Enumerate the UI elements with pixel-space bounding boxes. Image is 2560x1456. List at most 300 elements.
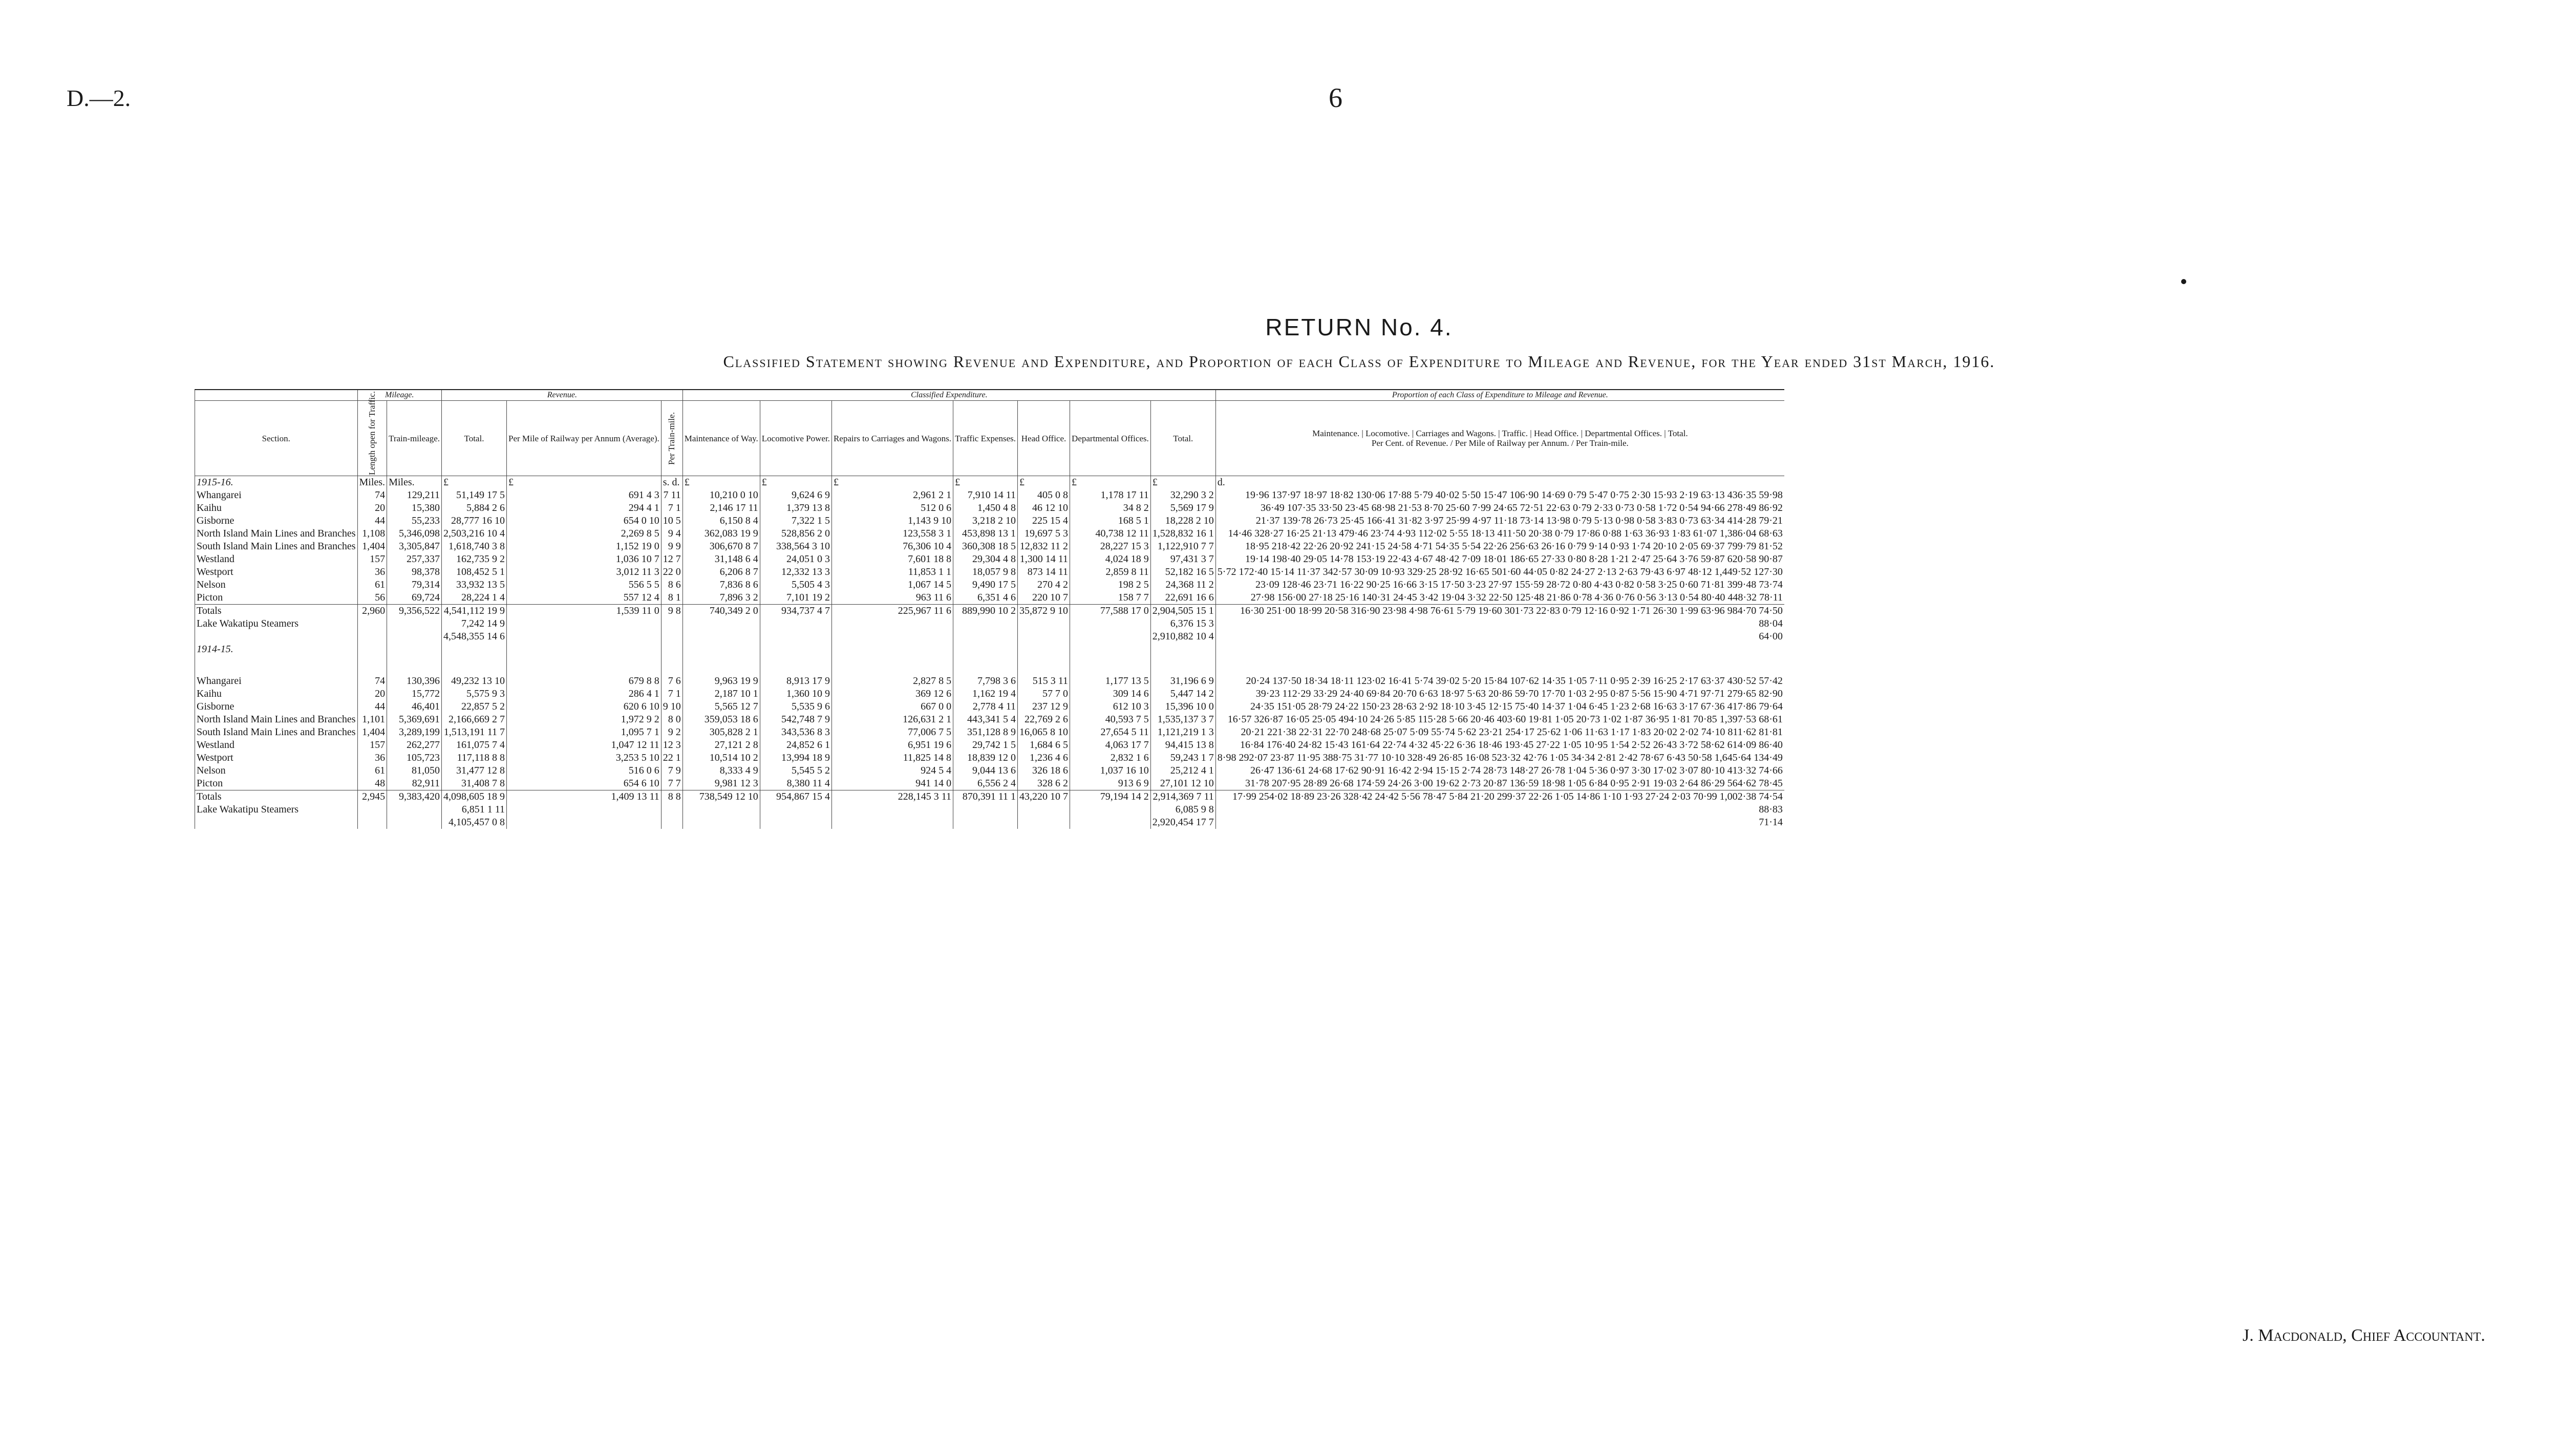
table-cell: 40,593 7 5	[1070, 713, 1151, 726]
table-cell: 27,654 5 11	[1070, 726, 1151, 739]
table-cell: 1,121,219 1 3	[1150, 726, 1215, 739]
table-cell: 1,300 14 11	[1018, 553, 1070, 566]
table-cell: 556 5 5	[507, 579, 662, 591]
table-cell: 157	[357, 553, 387, 566]
table-cell: 6,150 8 4	[682, 515, 760, 527]
table-cell: 12,832 11 2	[1018, 540, 1070, 553]
section-group-header	[195, 390, 358, 401]
table-cell: 6,556 2 4	[953, 777, 1018, 790]
table-cell: 162,735 9 2	[442, 553, 507, 566]
table-cell: 1,513,191 11 7	[442, 726, 507, 739]
expenditure-total-header: Total.	[1150, 401, 1215, 476]
table-cell: 3,218 2 10	[953, 515, 1018, 527]
table-cell: 61	[357, 764, 387, 777]
table-cell: 2,503,216 10 4	[442, 527, 507, 540]
length-header: Length open for Traffic.	[357, 401, 387, 476]
table-cell: 74	[357, 489, 387, 502]
table-cell: 16,065 8 10	[1018, 726, 1070, 739]
table-cell: 453,898 13 1	[953, 527, 1018, 540]
signature: J. Macdonald, Chief Accountant.	[2243, 1326, 2485, 1345]
table-cell: 61	[357, 579, 387, 591]
table-cell: 873 14 11	[1018, 566, 1070, 579]
table-cell: 4,098,605 18 9	[442, 790, 507, 804]
table-row	[195, 566, 1784, 579]
table-cell: 654 6 10	[507, 777, 662, 790]
table-cell: 88·83	[1215, 803, 1784, 816]
table-cell: 542,748 7 9	[760, 713, 831, 726]
table-row	[195, 675, 1784, 688]
revenue-group-header: Revenue.	[442, 390, 683, 401]
table-cell: 4,024 18 9	[1070, 553, 1151, 566]
totals-row	[195, 790, 1784, 804]
table-cell: South Island Main Lines and Branches	[195, 726, 358, 739]
table-cell: 528,856 2 0	[760, 527, 831, 540]
table-cell: 870,391 11 1	[953, 790, 1018, 804]
table-cell: 31·78 207·95 28·89 26·68 174·59 24·26 3·00 19·62 2·73 20·87 136·59 18·98 1·05 6·84 0·95 2·91 19·03 2·64 86·29 564·62 78·45	[1215, 777, 1784, 790]
table-cell: 294 4 1	[507, 502, 662, 515]
page-number: 6	[1329, 82, 1342, 113]
repairs-header: Repairs to Carriages and Wagons.	[831, 401, 953, 476]
table-cell: 359,053 18 6	[682, 713, 760, 726]
table-cell: 44	[357, 700, 387, 713]
lake-wakatipu-row	[195, 617, 1784, 630]
table-cell: 2,910,882 10 4	[1150, 630, 1215, 643]
table-cell: 74	[357, 675, 387, 688]
table-cell: 2,166,669 2 7	[442, 713, 507, 726]
table-cell: 5,565 12 7	[682, 700, 760, 713]
table-cell: 36·49 107·35 33·50 23·45 68·98 21·53 8·70 25·60 7·99 24·65 72·51 22·63 0·79 2·33 0·73 0·58 1·72 0·54 94·66 278·49 86·92	[1215, 502, 1784, 515]
table-cell: 512 0 6	[831, 502, 953, 515]
table-cell: 10,514 10 2	[682, 752, 760, 764]
table-cell: 27,101 12 10	[1150, 777, 1215, 790]
table-cell: 338,564 3 10	[760, 540, 831, 553]
table-cell: 123,558 3 1	[831, 527, 953, 540]
grand-total-row	[195, 816, 1784, 829]
table-cell: 7 1	[661, 502, 682, 515]
table-cell: 16·57 326·87 16·05 25·05 494·10 24·26 5·85 115·28 5·66 20·46 403·60 19·81 1·05 20·73 1·02 1·87 36·95 1·81 70·85 1,397·53 68·61	[1215, 713, 1784, 726]
table-cell: 8,333 4 9	[682, 764, 760, 777]
table-cell: 46,401	[387, 700, 442, 713]
table-cell: 270 4 2	[1018, 579, 1070, 591]
table-cell: 305,828 2 1	[682, 726, 760, 739]
table-cell: 12 3	[661, 739, 682, 752]
table-cell: 1,108	[357, 527, 387, 540]
table-cell: 27,121 2 8	[682, 739, 760, 752]
table-cell: 5,884 2 6	[442, 502, 507, 515]
table-cell: 29,742 1 5	[953, 739, 1018, 752]
table-cell: 262,277	[387, 739, 442, 752]
table-cell: 654 0 10	[507, 515, 662, 527]
table-cell: 11,825 14 8	[831, 752, 953, 764]
table-cell: 8 0	[661, 713, 682, 726]
table-cell: Westland	[195, 553, 358, 566]
table-cell: 2,920,454 17 7	[1150, 816, 1215, 829]
table-cell: Nelson	[195, 579, 358, 591]
table-cell: 36	[357, 752, 387, 764]
table-cell: 286 4 1	[507, 688, 662, 700]
table-row	[195, 777, 1784, 790]
table-cell: 157	[357, 739, 387, 752]
table-cell: 6,206 8 7	[682, 566, 760, 579]
table-cell: 9,044 13 6	[953, 764, 1018, 777]
year-1916-body: 1915-16. Miles. Miles. £ £ s. d. £ £ £ £ £ £ £ d. Whangarei 74 129,211 51,149 17 5 691 4 3 7 11 10,210 0 10 9,624 6 9 2,961 2 1 7,910 14 11 405 0 8 1,178 17 11 32,290 3 2 19·96 137·97 18·97 18·82 130·06 17·88 5·79 40·02 5·50 15·47 106·90 14·69 0·79 5·47 0·75 2·30 15·93 2·19 63·13 436·35 59·98 Kaihu 20 15,380 5,884 2 6 294 4 1 7 1 2,146 17 11 1,379 13 8 512 0 6 1,450 4 8 46 12 10 34 8 2 5,569 17 9 36·49 107·35 33·50 23·45 68·98 21·53 8·70 25·60 7·99 24·65 72·51 22·63 0·79 2·33 0·73 0·58 1·72 0·54 94·66 278·49 86·92 Gisborne 44 55,233 28,777 16 10 654 0 10 10 5 6,150 8 4 7,322 1 5 1,143 9 10 3,218 2 10 225 15 4 168 5 1 18,228 2 10 21·37 139·78 26·73 25·45 166·41 31·82 3·97 25·99 4·97 11·18 73·14 13·98 0·79 5·13 0·98 0·58 3·83 0·73 63·34 414·28 79·21 North Island Main Lines and Branches 1,108 5,346,098 2,503,216 10 4 2,269 8 5 9 4 362,083 19 9 528,856 2 0 123,558 3 1 453,898 13 1 19,697 5 3 40,738 12 11 1,528,832 16 1 14·46 328·27 16·25 21·13 479·46 23·74 4·93 112·02 5·55 18·13 411·50 20·38 0·79 17·86 0·88 1·63 36·93 1·83 61·07 1,386·04 68·63 South Island Main Lines and Branches 1,404 3,305,847 1,618,740 3 8 1,152 19 0 9 9 306,670 8 7 338,564 3 10 76,306 10 4 360,308 18 5 12,832 11 2 28,227 15 3 1,122,910 7 7 18·95 218·42 22·26 20·92 241·15 24·58 4·71 54·35 5·54 22·26 256·63 26·16 0·79 9·14 0·93 1·74 20·10 2·05 69·37 799·79 81·52 Westland 157 257,337 162,735 9 2 1,036 10 7 12 7 31,148 6 4 24,051 0 3 7,601 18 8 29,304 4 8 1,300 14 11 4,024 18 9 97,431 3 7 19·14 198·40 29·05 14·78 153·19 22·43 4·67 48·42 7·09 18·01 186·65 27·33 0·80 8·28 1·21 2·47 25·64 3·76 59·87 620·58 90·87 Westport 36 98,378 108,452 5 1 3,012 11 3 22 0 6,206 8 7 12,332 13 3 11,853 1 1 18,057 9 8 873 14 11 2,859 8 11 52,182 16 5 5·72 172·40 15·14 11·37 342·57 30·09 10·93 329·25 28·92 16·65 501·60 44·05 0·82 24·27 2·13 2·63 79·43 6·97 48·12 1,449·52 127·30 Nelson 61 79,314 33,932 13 5 556 5 5 8 6 7,836 8 6 5,505 4 3 1,067 14 5 9,490 17 5 270 4 2 198 2 5 24,368 11 2 23·09 128·46 23·71 16·22 90·25 16·66 3·15 17·50 3·23 27·97 155·59 28·72 0·80 4·43 0·82 0·58 3·25 0·60 71·81 399·48 73·74 Picton 56 69,724 28,224 1 4 557 12 4 8 1 7,896 3 2 7,101 19 2 963 11 6 6,351 4 6 220 10 7 158 7 7 22,691 16 6 27·98 156·00 27·18 25·16 140·31 24·45 3·42 19·04 3·32 22·50 125·48 21·86 0·78 4·36 0·76 0·56 3·13 0·54 80·40 448·32 78·11 Totals 2,960 9,356,522 4,541,112 19 9 1,539 11 0 9 8 740,349 2 0 934,737 4 7 225,967 11 6 889,990 10 2 35,872 9 10 77,588 17 0 2,904,505 15 1 16·30 251·00 18·99 20·58 316·90 23·98 4·98 76·61 5·79 19·60 301·73 22·83 0·79 12·16 0·92 1·71 26·30 1·99 63·96 984·70 74·50 Lake Wakatipu Steamers 7,242 14 9 6,376 15 3 88·04 4,548,355 14 6 2,910,882 10 4 64·00	[195, 476, 1784, 644]
table-cell: 309 14 6	[1070, 688, 1151, 700]
table-row	[195, 527, 1784, 540]
return-table	[195, 389, 1784, 829]
table-cell: 1,528,832 16 1	[1150, 527, 1215, 540]
table-cell: 64·00	[1215, 630, 1784, 643]
table-cell: 5,569 17 9	[1150, 502, 1215, 515]
table-cell: 31,196 6 9	[1150, 675, 1215, 688]
table-cell: 22,769 2 6	[1018, 713, 1070, 726]
table-cell: 24,051 0 3	[760, 553, 831, 566]
table-cell: 98,378	[387, 566, 442, 579]
table-cell: 7,101 19 2	[760, 591, 831, 605]
table-cell: 168 5 1	[1070, 515, 1151, 527]
table-cell: 2,146 17 11	[682, 502, 760, 515]
table-cell: Totals	[195, 605, 358, 618]
table-cell: 16·84 176·40 24·82 15·43 161·64 22·74 4·32 45·22 6·36 18·46 193·45 27·22 1·05 10·95 1·54 2·52 26·43 3·72 58·62 614·09 86·40	[1215, 739, 1784, 752]
table-cell: 1,162 19 4	[953, 688, 1018, 700]
table-row	[195, 700, 1784, 713]
table-cell: 15,772	[387, 688, 442, 700]
table-cell: 71·14	[1215, 816, 1784, 829]
table-cell: 351,128 8 9	[953, 726, 1018, 739]
table-cell: Gisborne	[195, 700, 358, 713]
table-cell: 8 8	[661, 790, 682, 804]
table-cell: 515 3 11	[1018, 675, 1070, 688]
table-cell: 3,253 5 10	[507, 752, 662, 764]
table-cell: 4,548,355 14 6	[442, 630, 507, 643]
table-cell: 24,368 11 2	[1150, 579, 1215, 591]
table-cell: 18·95 218·42 22·26 20·92 241·15 24·58 4·71 54·35 5·54 22·26 256·63 26·16 0·79 9·14 0·93 1·74 20·10 2·05 69·37 799·79 81·52	[1215, 540, 1784, 553]
table-cell: 1,404	[357, 540, 387, 553]
locomotive-header: Locomotive Power.	[760, 401, 831, 476]
table-cell: 33,932 13 5	[442, 579, 507, 591]
table-cell: Westport	[195, 752, 358, 764]
page-ref: D.—2.	[67, 85, 131, 111]
table-cell: 9 8	[661, 605, 682, 618]
table-row	[195, 764, 1784, 777]
table-cell: 10 5	[661, 515, 682, 527]
table-cell: 6,951 19 6	[831, 739, 953, 752]
table-cell: 1,101	[357, 713, 387, 726]
table-cell: 9,624 6 9	[760, 489, 831, 502]
table-cell: 9,981 12 3	[682, 777, 760, 790]
table-cell: 1,972 9 2	[507, 713, 662, 726]
table-cell: 40,738 12 11	[1070, 527, 1151, 540]
table-cell: 82,911	[387, 777, 442, 790]
classified-group-header: Classified Expenditure.	[682, 390, 1215, 401]
table-cell: 1,684 6 5	[1018, 739, 1070, 752]
table-cell: 5,535 9 6	[760, 700, 831, 713]
table-row	[195, 752, 1784, 764]
table-cell: 31,408 7 8	[442, 777, 507, 790]
traffic-header: Traffic Expenses.	[953, 401, 1018, 476]
table-cell: 4,541,112 19 9	[442, 605, 507, 618]
table-cell: 1,539 11 0	[507, 605, 662, 618]
table-cell: 2,914,369 7 11	[1150, 790, 1215, 804]
table-cell: 1,177 13 5	[1070, 675, 1151, 688]
table-cell: 56	[357, 591, 387, 605]
table-cell: 51,149 17 5	[442, 489, 507, 502]
table-row	[195, 489, 1784, 502]
head-office-header: Head Office.	[1018, 401, 1070, 476]
table-row	[195, 688, 1784, 700]
table-cell: 237 12 9	[1018, 700, 1070, 713]
table-cell: 8 6	[661, 579, 682, 591]
table-cell: 9 10	[661, 700, 682, 713]
table-cell: 2,187 10 1	[682, 688, 760, 700]
table-cell: 9,356,522	[387, 605, 442, 618]
table-cell: 88·04	[1215, 617, 1784, 630]
table-cell: 1,450 4 8	[953, 502, 1018, 515]
table-cell: 2,859 8 11	[1070, 566, 1151, 579]
table-cell: 19,697 5 3	[1018, 527, 1070, 540]
table-cell: 8·98 292·07 23·87 11·95 388·75 31·77 10·10 328·49 26·85 16·08 523·32 42·76 1·05 34·34 2·81 2·42 78·67 6·43 50·58 1,645·64 134·49	[1215, 752, 1784, 764]
table-cell: 4,105,457 0 8	[442, 816, 507, 829]
table-cell: 10,210 0 10	[682, 489, 760, 502]
table-cell: 22 1	[661, 752, 682, 764]
table-cell: 7,322 1 5	[760, 515, 831, 527]
table-cell: Westport	[195, 566, 358, 579]
table-cell: 7,798 3 6	[953, 675, 1018, 688]
table-cell: 9,963 19 9	[682, 675, 760, 688]
table-cell: 328 6 2	[1018, 777, 1070, 790]
table-cell: 94,415 13 8	[1150, 739, 1215, 752]
table-cell: 24,852 6 1	[760, 739, 831, 752]
table-cell: 5,369,691	[387, 713, 442, 726]
table-cell: 9 2	[661, 726, 682, 739]
table-cell: 620 6 10	[507, 700, 662, 713]
table-cell: Kaihu	[195, 502, 358, 515]
table-row	[195, 591, 1784, 605]
per-train-mile-header: Per Train-mile.	[661, 401, 682, 476]
year-label: 1915-16.	[195, 476, 358, 489]
table-cell: 1,122,910 7 7	[1150, 540, 1215, 553]
table-cell: 15,380	[387, 502, 442, 515]
table-cell: 2,904,505 15 1	[1150, 605, 1215, 618]
table-cell: 130,396	[387, 675, 442, 688]
table-cell: 34 8 2	[1070, 502, 1151, 515]
table-cell: 1,178 17 11	[1070, 489, 1151, 502]
table-cell: 612 10 3	[1070, 700, 1151, 713]
table-cell: Lake Wakatipu Steamers	[195, 803, 358, 816]
table-cell: 1,143 9 10	[831, 515, 953, 527]
table-cell: 7 11	[661, 489, 682, 502]
table-cell: Picton	[195, 777, 358, 790]
table-cell: Picton	[195, 591, 358, 605]
table-cell: 55,233	[387, 515, 442, 527]
table-cell: 405 0 8	[1018, 489, 1070, 502]
table-cell: 31,477 12 8	[442, 764, 507, 777]
table-cell: Whangarei	[195, 675, 358, 688]
table-row	[195, 726, 1784, 739]
table-cell: 8,913 17 9	[760, 675, 831, 688]
table-cell: 326 18 6	[1018, 764, 1070, 777]
table-cell: 3,289,199	[387, 726, 442, 739]
table-cell: 7 7	[661, 777, 682, 790]
table-cell: 20	[357, 502, 387, 515]
lake-wakatipu-row	[195, 803, 1784, 816]
table-cell: 28,224 1 4	[442, 591, 507, 605]
table-cell: 19·14 198·40 29·05 14·78 153·19 22·43 4·67 48·42 7·09 18·01 186·65 27·33 0·80 8·28 1·21 2·47 25·64 3·76 59·87 620·58 90·87	[1215, 553, 1784, 566]
table-cell: 198 2 5	[1070, 579, 1151, 591]
table-cell: Gisborne	[195, 515, 358, 527]
table-cell: Nelson	[195, 764, 358, 777]
table-cell: 225,967 11 6	[831, 605, 953, 618]
table-cell: 105,723	[387, 752, 442, 764]
table-cell: 44	[357, 515, 387, 527]
table-cell: 19·96 137·97 18·97 18·82 130·06 17·88 5·79 40·02 5·50 15·47 106·90 14·69 0·79 5·47 0·75 2·30 15·93 2·19 63·13 436·35 59·98	[1215, 489, 1784, 502]
table-cell: 129,211	[387, 489, 442, 502]
table-cell: 1,379 13 8	[760, 502, 831, 515]
table-cell: 3,305,847	[387, 540, 442, 553]
table-cell: 11,853 1 1	[831, 566, 953, 579]
table-cell: 5,447 14 2	[1150, 688, 1215, 700]
table-cell: 7 6	[661, 675, 682, 688]
table-cell: 7 9	[661, 764, 682, 777]
table-cell: 17·99 254·02 18·89 23·26 328·42 24·42 5·56 78·47 5·84 21·20 299·37 22·26 1·05 14·86 1·10 1·93 27·24 2·03 70·99 1,002·38 74·54	[1215, 790, 1784, 804]
table-cell: 2,945	[357, 790, 387, 804]
table-cell: 27·98 156·00 27·18 25·16 140·31 24·45 3·42 19·04 3·32 22·50 125·48 21·86 0·78 4·36 0·76 0·56 3·13 0·54 80·40 448·32 78·11	[1215, 591, 1784, 605]
maintenance-header: Maintenance of Way.	[682, 401, 760, 476]
table-cell: 81,050	[387, 764, 442, 777]
table-cell: 1,152 19 0	[507, 540, 662, 553]
table-row	[195, 553, 1784, 566]
table-row	[195, 713, 1784, 726]
table-cell: 48	[357, 777, 387, 790]
table-cell: 369 12 6	[831, 688, 953, 700]
table-cell: 2,832 1 6	[1070, 752, 1151, 764]
table-cell: 1,037 16 10	[1070, 764, 1151, 777]
table-cell: South Island Main Lines and Branches	[195, 540, 358, 553]
table-cell: 1,095 7 1	[507, 726, 662, 739]
table-cell: 77,588 17 0	[1070, 605, 1151, 618]
table-cell: 18,839 12 0	[953, 752, 1018, 764]
table-cell: 1,535,137 3 7	[1150, 713, 1215, 726]
table-cell: 20·24 137·50 18·34 18·11 123·02 16·41 5·74 39·02 5·20 15·84 107·62 14·35 1·05 7·11 0·95 2·39 16·25 2·17 63·37 430·52 57·42	[1215, 675, 1784, 688]
table-cell: 924 5 4	[831, 764, 953, 777]
table-cell: 6,351 4 6	[953, 591, 1018, 605]
table-cell: 7,910 14 11	[953, 489, 1018, 502]
table-cell: 3,012 11 3	[507, 566, 662, 579]
section-header: Section.	[195, 401, 358, 476]
table-cell: 8,380 11 4	[760, 777, 831, 790]
year-1915-body	[195, 643, 1784, 829]
table-cell: 362,083 19 9	[682, 527, 760, 540]
table-cell: 667 0 0	[831, 700, 953, 713]
per-mile-header: Per Mile of Railway per Annum (Average).	[507, 401, 662, 476]
table-cell: 2,961 2 1	[831, 489, 953, 502]
table-cell: 679 8 8	[507, 675, 662, 688]
year-label: 1914-15.	[195, 643, 358, 675]
table-cell: 49,232 13 10	[442, 675, 507, 688]
table-cell: 6,376 15 3	[1150, 617, 1215, 630]
table-cell: 22,691 16 6	[1150, 591, 1215, 605]
table-cell: 39·23 112·29 33·29 24·40 69·84 20·70 6·63 18·97 5·63 20·86 59·70 17·70 1·03 2·95 0·87 5·56 15·90 4·71 97·71 279·65 82·90	[1215, 688, 1784, 700]
table-cell: North Island Main Lines and Branches	[195, 527, 358, 540]
table-cell: 343,536 8 3	[760, 726, 831, 739]
table-cell: 14·46 328·27 16·25 21·13 479·46 23·74 4·93 112·02 5·55 18·13 411·50 20·38 0·79 17·86 0·88 1·63 36·93 1·83 61·07 1,386·04 68·63	[1215, 527, 1784, 540]
table-cell: 4,063 17 7	[1070, 739, 1151, 752]
table-cell: 557 12 4	[507, 591, 662, 605]
grand-total-row	[195, 630, 1784, 643]
table-cell: 1,047 12 11	[507, 739, 662, 752]
table-cell: 21·37 139·78 26·73 25·45 166·41 31·82 3·97 25·99 4·97 11·18 73·14 13·98 0·79 5·13 0·98 0·58 3·83 0·73 63·34 414·28 79·21	[1215, 515, 1784, 527]
table-row	[195, 515, 1784, 527]
table-cell: 2,960	[357, 605, 387, 618]
table-cell: 516 0 6	[507, 764, 662, 777]
table-cell: North Island Main Lines and Branches	[195, 713, 358, 726]
return-title: RETURN No. 4.	[1265, 314, 1453, 340]
table-cell: 16·30 251·00 18·99 20·58 316·90 23·98 4·98 76·61 5·79 19·60 301·73 22·83 0·79 12·16 0·92 1·71 26·30 1·99 63·96 984·70 74·50	[1215, 605, 1784, 618]
table-row	[195, 579, 1784, 591]
proportion-group-header: Proportion of each Class of Expenditure to Mileage and Revenue.	[1215, 390, 1784, 401]
table-cell: 2,269 8 5	[507, 527, 662, 540]
table-cell: 5·72 172·40 15·14 11·37 342·57 30·09 10·93 329·25 28·92 16·65 501·60 44·05 0·82 24·27 2·13 2·63 79·43 6·97 48·12 1,449·52 127·30	[1215, 566, 1784, 579]
table-cell: 9 9	[661, 540, 682, 553]
table-cell: 1,360 10 9	[760, 688, 831, 700]
table-cell: 76,306 10 4	[831, 540, 953, 553]
table-cell: 108,452 5 1	[442, 566, 507, 579]
table-cell: 7,896 3 2	[682, 591, 760, 605]
table-cell: 2,778 4 11	[953, 700, 1018, 713]
table-cell: 24·35 151·05 28·79 24·22 150·23 28·63 2·92 18·10 3·45 12·15 75·40 14·37 1·04 6·45 1·23 2·68 16·63 3·17 67·36 417·86 79·64	[1215, 700, 1784, 713]
table-cell: 29,304 4 8	[953, 553, 1018, 566]
table-cell: 32,290 3 2	[1150, 489, 1215, 502]
table-cell: 22 0	[661, 566, 682, 579]
table-cell: 43,220 10 7	[1018, 790, 1070, 804]
table-cell: 18,057 9 8	[953, 566, 1018, 579]
table-cell: 691 4 3	[507, 489, 662, 502]
table-cell: 46 12 10	[1018, 502, 1070, 515]
mileage-group-header: Mileage.	[357, 390, 442, 401]
table-cell: 69,724	[387, 591, 442, 605]
table-cell: 7,836 8 6	[682, 579, 760, 591]
table-cell: 31,148 6 4	[682, 553, 760, 566]
table-cell: Whangarei	[195, 489, 358, 502]
table-cell: 2,827 8 5	[831, 675, 953, 688]
table-cell: 6,085 9 8	[1150, 803, 1215, 816]
table-cell: 6,851 1 11	[442, 803, 507, 816]
table-cell: 12,332 13 3	[760, 566, 831, 579]
table-cell: 1,404	[357, 726, 387, 739]
table-cell: 913 6 9	[1070, 777, 1151, 790]
table-cell: 161,075 7 4	[442, 739, 507, 752]
table-cell: 52,182 16 5	[1150, 566, 1215, 579]
table-cell: 57 7 0	[1018, 688, 1070, 700]
table-cell: 28,227 15 3	[1070, 540, 1151, 553]
table-cell: 36	[357, 566, 387, 579]
table-cell: 257,337	[387, 553, 442, 566]
table-cell: 23·09 128·46 23·71 16·22 90·25 16·66 3·15 17·50 3·23 27·97 155·59 28·72 0·80 4·43 0·82 0·58 3·25 0·60 71·81 399·48 73·74	[1215, 579, 1784, 591]
table-cell: 5,505 4 3	[760, 579, 831, 591]
table-cell: 889,990 10 2	[953, 605, 1018, 618]
table-cell: 26·47 136·61 24·68 17·62 90·91 16·42 2·94 15·15 2·74 28·73 148·27 26·78 1·04 5·36 0·97 3·30 17·02 3·07 80·10 413·32 74·66	[1215, 764, 1784, 777]
table-cell: 79,314	[387, 579, 442, 591]
table-cell: 954,867 15 4	[760, 790, 831, 804]
table-cell: 18,228 2 10	[1150, 515, 1215, 527]
table-cell: 117,118 8 8	[442, 752, 507, 764]
table-cell: 1,236 4 6	[1018, 752, 1070, 764]
table-cell: Kaihu	[195, 688, 358, 700]
departmental-header: Departmental Offices.	[1070, 401, 1151, 476]
table-cell: 1,067 14 5	[831, 579, 953, 591]
table-cell: 7,242 14 9	[442, 617, 507, 630]
table-cell: 360,308 18 5	[953, 540, 1018, 553]
table-cell: 738,549 12 10	[682, 790, 760, 804]
